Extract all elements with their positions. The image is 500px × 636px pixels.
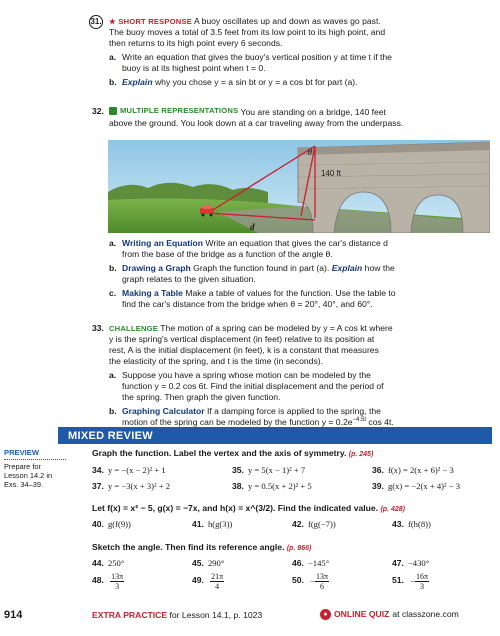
preview-label: PREVIEW [4,448,66,460]
fraction [210,572,224,591]
denominator: 3 [419,582,424,591]
exercise-51 [392,572,429,591]
page-reference: (p. 428) [380,506,405,513]
multiple-representations-icon [109,107,117,115]
review-instruction-2 [92,503,405,515]
exercise-number: 39. [372,481,384,491]
short-response-tag: ★ SHORT RESPONSE [109,17,193,26]
part-text: function y = 0.2 cos 6t. Find the initial displacement and the period of [122,381,384,391]
exercise-number: 41. [192,519,204,529]
exercise-38 [232,481,312,492]
exercise-number: 35. [232,465,244,475]
numerator: 16π [415,572,429,581]
exercise-number: 49. [192,575,204,586]
exercise-39 [372,481,460,492]
part-text: Make a table of values for the function. Use the table to [185,288,396,298]
part-keyword: Graphing Calculator [122,406,205,416]
problem-31-text: A buoy oscillates up and down as waves go past. [193,16,381,26]
instruction-text: Sketch the angle. Then find its reference angle. [92,542,285,552]
exercise-text: y = 0.5(x + 2)² + 5 [247,481,312,491]
problem-33-text: The motion of a spring can be modeled by y = A cos kt where [160,323,393,333]
exercise-46 [292,558,329,569]
theta-label: θ [307,147,312,157]
problem-31-text-2: The buoy moves a total of 3.5 feet from its low point to its high point, and [109,27,386,37]
exercise-number: 38. [232,481,244,491]
online-quiz-link[interactable] [320,609,459,620]
problem-32b [109,263,489,285]
online-quiz-icon: ● [320,609,331,620]
problem-31-number: 31. [89,15,103,29]
exercise-text: −145° [307,558,330,568]
part-text: why you chose y = a sin bt or y = a cos bt for part (a). [154,77,358,87]
problem-32c [109,288,489,310]
exercise-number: 46. [292,558,304,568]
exercise-number: 44. [92,558,104,568]
exercise-43 [392,519,431,530]
exercise-text: y = −(x − 2)² + 1 [107,465,166,475]
problem-33-text-2: y is the spring's vertical displacement (in feet) relative to its position at [109,334,375,344]
part-text: graph relates to the given situation. [122,274,256,284]
online-quiz-text: at classzone.com [392,609,459,619]
height-label: 140 ft [321,169,342,178]
extra-practice-label: EXTRA PRACTICE [92,610,168,620]
problem-33 [92,323,487,439]
part-text: Write an equation that gives the car's distance d [205,238,388,248]
challenge-tag: CHALLENGE [109,324,159,333]
fraction [110,572,124,591]
part-keyword: Writing an Equation [122,238,203,248]
part-text: Write an equation that gives the buoy's vertical position y at time t if the [122,52,392,62]
problem-31b [109,77,487,88]
exercise-number: 47. [392,558,404,568]
exercise-text: g(f(9)) [107,519,131,529]
part-text: buoy is at its highest point when t = 0. [122,63,266,73]
part-text: find the car's distance from the bridge when θ = 20°, 40°, and 60°. [122,299,373,309]
mixed-review-header [58,427,492,444]
part-label: a. [109,370,117,380]
exercise-number: 45. [192,558,204,568]
numerator: 13π [111,572,124,581]
instruction-text: Graph the function. Label the vertex and the axis of symmetry. [92,448,347,458]
denominator: 4 [215,582,220,591]
part-text: motion of the spring can be modeled by the function y = 0.2e [122,417,353,427]
multiple-representations-tag [109,106,238,116]
exercise-text: f(x) = 2(x + 6)² − 3 [387,465,454,475]
exercise-47 [392,558,429,569]
exercise-text: 250° [107,558,125,568]
exercise-text: y = 5(x − 1)² + 7 [247,465,306,475]
exercise-number: 43. [392,519,404,529]
problem-31 [92,16,487,88]
distance-label: d [250,222,255,232]
problem-31a [109,52,487,74]
part-label: c. [109,288,117,298]
online-quiz-label: ONLINE QUIZ [334,609,390,619]
problem-33a [109,370,487,403]
exercise-34 [92,465,166,476]
problem-31-text-3: then returns to its high point every 6 seconds. [109,38,283,48]
part-text: If a damping force is applied to the spring, the [207,406,381,416]
part-label: b. [109,263,117,273]
exercise-text: −430° [407,558,430,568]
fraction [415,572,429,591]
problem-32 [92,106,487,129]
extra-practice-text: for Lesson 14.1, p. 1023 [169,610,263,620]
exercise-36 [372,465,454,476]
exercise-text: g(x) = −2(x + 4)² − 3 [387,481,461,491]
part-label: b. [109,77,117,87]
exercise-number: 40. [92,519,104,529]
preview-box [4,448,66,489]
page-number: 914 [4,609,23,621]
exponent: −4.5t [352,417,367,424]
instruction-text: Let f(x) = x² − 5, g(x) = −7x, and h(x) = x^(3/2). Find the indicated value. [92,503,379,513]
extra-practice-link[interactable] [92,610,262,621]
numerator: 13π [315,572,329,581]
preview-text: Prepare for Lesson 14.2 in Exs. 34–39. [4,461,53,490]
exercise-number: 37. [92,481,104,491]
problem-33-text-3: rest, A is the initial displacement (in feet), k is a constant that measures [109,345,379,355]
problem-32a [109,238,489,260]
exercise-37 [92,481,170,492]
exercise-text: h(g(3)) [207,519,233,529]
denominator: 6 [319,582,324,591]
problem-32-parts [109,238,489,310]
denominator: 3 [115,582,120,591]
part-label: a. [109,52,117,62]
page-reference: (p. 245) [348,451,374,458]
exercise-number: 42. [292,519,304,529]
review-instruction-1 [92,448,373,460]
bridge-figure [108,140,490,233]
part-text: the spring. Then graph the given function. [122,392,281,402]
problem-32-text-2: above the ground. You look down at a car traveling away from the underpass. [109,117,404,128]
numerator: 21π [211,572,224,581]
exercise-50 [292,572,329,591]
part-keyword: Drawing a Graph [122,263,191,273]
exercise-number: 51. [392,575,404,586]
mixed-review-title: MIXED REVIEW [68,430,153,442]
problem-33-text-4: the elasticity of the spring, and t is the time (in seconds). [109,356,323,366]
exercise-number: 34. [92,465,104,475]
negative-sign: − [310,576,315,586]
exercise-text: 290° [207,558,225,568]
exercise-number: 36. [372,465,384,475]
fraction [315,572,329,591]
part-text: cos 4t. [368,417,394,427]
part-text: Graph the function found in part (a). [193,263,330,273]
exercise-49 [192,572,224,591]
exercise-44 [92,558,124,569]
part-text: Suppose you have a spring whose motion can be modeled by the [122,370,371,380]
exercise-number: 48. [92,575,104,586]
part-text: how the [364,263,395,273]
page-reference: (p. 866) [286,545,312,552]
part-keyword: Explain [122,77,153,87]
exercise-text: f(g(−7)) [307,519,336,529]
exercise-number: 50. [292,575,304,586]
exercise-42 [292,519,336,530]
exercise-41 [192,519,232,530]
negative-sign: − [410,576,415,586]
part-label: a. [109,238,117,248]
problem-32-number: 32. [92,106,104,116]
problem-33-number: 33. [92,323,104,333]
exercise-text: f(h(8)) [407,519,431,529]
exercise-40 [92,519,131,530]
part-label: b. [109,406,117,416]
exercise-35 [232,465,305,476]
part-text: from the base of the bridge as a function of the angle θ. [122,249,333,259]
exercise-48 [92,572,124,591]
exercise-text: y = −3(x + 3)² + 2 [107,481,171,491]
review-instruction-3 [92,542,311,554]
part-keyword: Making a Table [122,288,183,298]
exercise-45 [192,558,224,569]
tag-label: MULTIPLE REPRESENTATIONS [120,106,239,115]
part-keyword: Explain [331,263,363,273]
problem-32-text: You are standing on a bridge, 140 feet [240,106,386,117]
